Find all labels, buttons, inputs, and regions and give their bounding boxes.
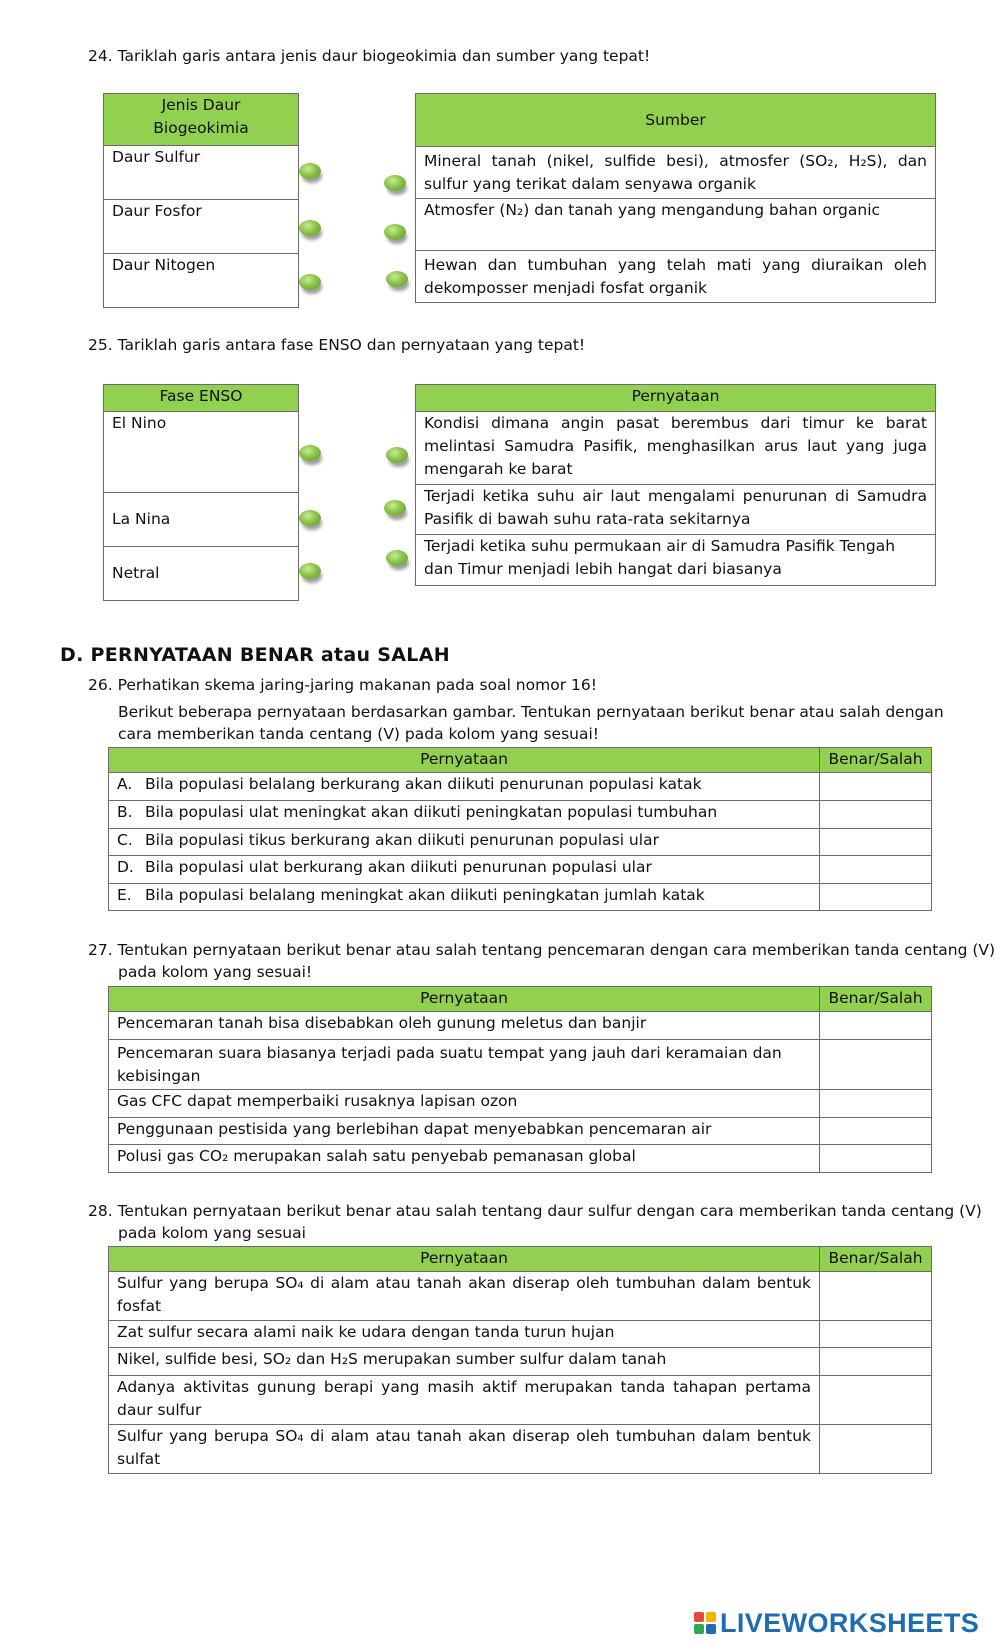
answer-cell[interactable] (820, 1012, 932, 1040)
q24-prompt: 24. Tariklah garis antara jenis daur biogeokimia dan sumber yang tepat! (88, 47, 651, 65)
q27-table (108, 986, 932, 1173)
q26-col-statement: Pernyataan (109, 748, 820, 773)
q27-prompt-text: 27. Tentukan pernyataan berikut benar atau salah tentang pencemaran dengan cara memberikan tanda centang (V) pada kolom yang sesuai! (88, 941, 996, 981)
answer-cell[interactable] (820, 1118, 932, 1145)
q26-prompt: 26. Perhatikan skema jaring-jaring makanan pada soal nomor 16! (88, 676, 597, 694)
q24-left-item: Daur Sulfur (104, 146, 299, 200)
logo-tile (694, 1624, 704, 1634)
q27-prompt (88, 939, 998, 983)
table-row (109, 1145, 932, 1173)
q26-row-text: Bila populasi belalang berkurang akan diikuti penurunan populasi katak (145, 775, 702, 793)
q28-row-text: Adanya aktivitas gunung berapi yang masih aktif merupakan tanda tahapan pertama daur sulfur (109, 1376, 820, 1425)
table-row (109, 856, 932, 884)
logo-wordmark: LIVEWORKSHEETS (720, 1607, 980, 1638)
table-row (109, 801, 932, 829)
answer-cell[interactable] (820, 1272, 932, 1321)
q25-right-connector-dot[interactable] (384, 500, 406, 516)
q25-right-item: Terjadi ketika suhu air laut mengalami penurunan di Samudra Pasifik di bawah suhu rata-rata sekitarnya (416, 485, 936, 535)
table-row (109, 829, 932, 856)
q26-table (108, 747, 932, 911)
q28-row-text: Nikel, sulfide besi, SO₂ dan H₂S merupakan sumber sulfur dalam tanah (109, 1348, 820, 1376)
q27-row-text: Pencemaran suara biasanya terjadi pada suatu tempat yang jauh dari keramaian dan kebisingan (109, 1040, 820, 1090)
answer-cell[interactable] (820, 1321, 932, 1348)
q25-right-header: Pernyataan (416, 385, 936, 412)
q24-right-item: Hewan dan tumbuhan yang telah mati yang diuraikan oleh dekomposser menjadi fosfat organik (416, 251, 936, 303)
q27-col-answer: Benar/Salah (820, 987, 932, 1012)
q28-row-text: Sulfur yang berupa SO₄ di alam atau tanah akan diserap oleh tumbuhan dalam bentuk sulfat (109, 1425, 820, 1474)
answer-cell[interactable] (820, 1376, 932, 1425)
q25-left-connector-dot[interactable] (299, 563, 321, 579)
q25-left-item: La Nina (104, 493, 299, 547)
q24-left-connector-dot[interactable] (299, 163, 321, 179)
q28-row-text: Zat sulfur secara alami naik ke udara dengan tanda turun hujan (109, 1321, 820, 1348)
q28-row-text: Sulfur yang berupa SO₄ di alam atau tanah akan diserap oleh tumbuhan dalam bentuk fosfat (109, 1272, 820, 1321)
q24-right-connector-dot[interactable] (384, 224, 406, 240)
answer-cell[interactable] (820, 884, 932, 911)
q28-table (108, 1246, 932, 1474)
answer-cell[interactable] (820, 1348, 932, 1376)
q24-right-item: Mineral tanah (nikel, sulfide besi), atmosfer (SO₂, H₂S), dan sulfur yang terikat dalam senyawa organik (416, 147, 936, 199)
q24-left-connector-dot[interactable] (299, 274, 321, 290)
q25-left-connector-dot[interactable] (299, 445, 321, 461)
q26-row-text: Bila populasi ulat berkurang akan diikuti penurunan populasi ular (145, 858, 652, 876)
q24-left-item: Daur Fosfor (104, 200, 299, 254)
q27-row-text: Polusi gas CO₂ merupakan salah satu penyebab pemanasan global (109, 1145, 820, 1173)
q26-row-text: Bila populasi tikus berkurang akan diikuti penurunan populasi ular (145, 831, 659, 849)
answer-cell[interactable] (820, 773, 932, 801)
q26-row-label: E. (117, 886, 132, 904)
q25-right-item: Terjadi ketika suhu permukaan air di Samudra Pasifik Tengah dan Timur menjadi lebih hangat dari biasanya (416, 535, 936, 586)
q26-row-text: Bila populasi belalang meningkat akan diikuti peningkatan jumlah katak (145, 886, 705, 904)
answer-cell[interactable] (820, 1040, 932, 1090)
logo-tile (706, 1612, 716, 1622)
q26-col-answer: Benar/Salah (820, 748, 932, 773)
q26-instruction: Berikut beberapa pernyataan berdasarkan gambar. Tentukan pernyataan berikut benar atau salah dengan cara memberikan tanda centang (V) pada kolom yang sesuai! (118, 703, 944, 743)
q27-row-text: Pencemaran tanah bisa disebabkan oleh gunung meletus dan banjir (109, 1012, 820, 1040)
q25-left-item: Netral (104, 547, 299, 601)
q27-row-text: Penggunaan pestisida yang berlebihan dapat menyebabkan pencemaran air (109, 1118, 820, 1145)
q28-prompt-text: 28. Tentukan pernyataan berikut benar atau salah tentang daur sulfur dengan cara memberikan tanda centang (V) pada kolom yang sesuai (88, 1202, 982, 1242)
table-row (109, 1040, 932, 1090)
q24-right-header: Sumber (416, 94, 936, 147)
q24-right-item: Atmosfer (N₂) dan tanah yang mengandung bahan organic (416, 199, 936, 251)
table-row (109, 1272, 932, 1321)
q25-left-header: Fase ENSO (104, 385, 299, 412)
table-row (109, 884, 932, 911)
q25-left-item: El Nino (104, 412, 299, 493)
table-row (109, 1321, 932, 1348)
q25-prompt: 25. Tariklah garis antara fase ENSO dan pernyataan yang tepat! (88, 336, 586, 354)
q24-right-connector-dot[interactable] (386, 271, 408, 287)
q28-prompt (88, 1200, 998, 1244)
answer-cell[interactable] (820, 1425, 932, 1474)
q27-col-statement: Pernyataan (109, 987, 820, 1012)
q28-col-statement: Pernyataan (109, 1247, 820, 1272)
answer-cell[interactable] (820, 1090, 932, 1118)
q25-left-connector-dot[interactable] (299, 510, 321, 526)
table-row (109, 1376, 932, 1425)
table-row (109, 773, 932, 801)
q25-left-table (103, 384, 299, 601)
logo-tiles-icon (694, 1612, 716, 1634)
table-row (109, 1090, 932, 1118)
logo-tile (694, 1612, 704, 1622)
liveworksheets-logo (694, 1608, 979, 1638)
q26-row-label: B. (117, 803, 133, 821)
table-row (109, 1348, 932, 1376)
answer-cell[interactable] (820, 829, 932, 856)
q26-row-label: A. (117, 775, 133, 793)
section-d-title: D. PERNYATAAN BENAR atau SALAH (60, 644, 450, 666)
answer-cell[interactable] (820, 1145, 932, 1173)
q25-right-connector-dot[interactable] (386, 447, 408, 463)
q24-left-table (103, 93, 299, 308)
q26-row-label: C. (117, 831, 133, 849)
q24-left-connector-dot[interactable] (299, 220, 321, 236)
answer-cell[interactable] (820, 801, 932, 829)
q25-right-table (415, 384, 936, 586)
q25-right-item: Kondisi dimana angin pasat berembus dari timur ke barat melintasi Samudra Pasifik, menghasilkan arus laut yang juga mengarah ke barat (416, 412, 936, 485)
q24-right-connector-dot[interactable] (384, 175, 406, 191)
q24-left-item: Daur Nitogen (104, 254, 299, 308)
q24-right-table (415, 93, 936, 303)
q27-row-text: Gas CFC dapat memperbaiki rusaknya lapisan ozon (109, 1090, 820, 1118)
q26-row-text: Bila populasi ulat meningkat akan diikuti peningkatan populasi tumbuhan (145, 803, 718, 821)
table-row (109, 1425, 932, 1474)
logo-tile (706, 1624, 716, 1634)
answer-cell[interactable] (820, 856, 932, 884)
q28-col-answer: Benar/Salah (820, 1247, 932, 1272)
q26-row-label: D. (117, 858, 134, 876)
table-row (109, 1118, 932, 1145)
q25-right-connector-dot[interactable] (386, 550, 408, 566)
q24-left-header: Jenis Daur Biogeokimia (104, 94, 299, 146)
table-row (109, 1012, 932, 1040)
